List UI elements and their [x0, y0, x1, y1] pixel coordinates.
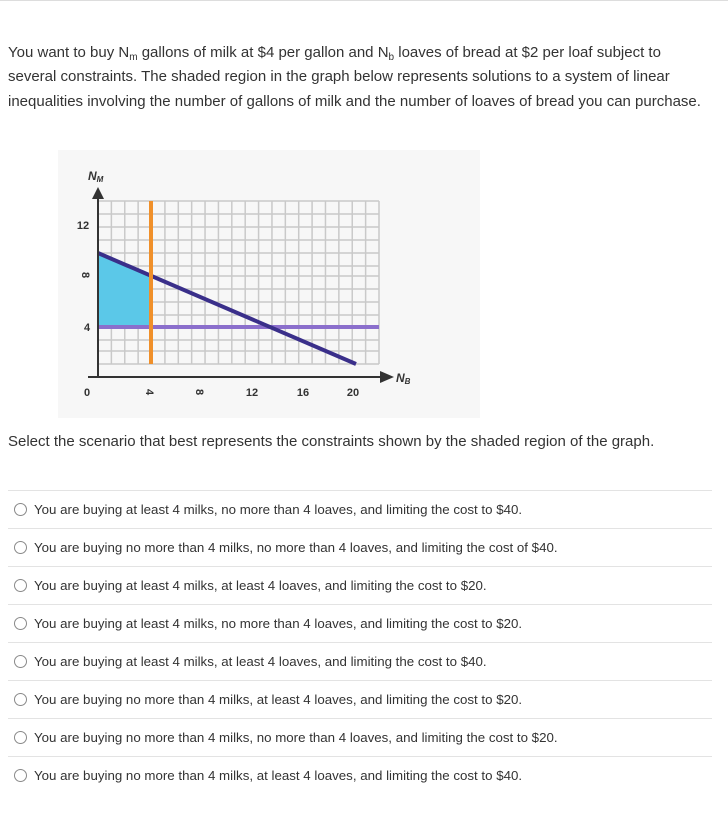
radio-button[interactable] [14, 503, 27, 516]
choice-6[interactable] [8, 680, 712, 718]
choice-label: You are buying no more than 4 milks, at least 4 loaves, and limiting the cost to $40. [34, 768, 523, 783]
x-tick-label: 8 [193, 388, 205, 396]
question-part-3: loaves of bread at $2 per loaf subject to several constraints. The shaded region in the graph below represents solutions to a system of linear inequalities involving the number of gallons of milk and the number of loaves of bread you can purchase. [8, 44, 701, 110]
x-tick-label: 16 [296, 387, 310, 399]
bread-subscript: b [388, 52, 395, 63]
y-tick-label: 8 [79, 271, 91, 279]
y-tick-label: 4 [83, 322, 91, 334]
radio-button[interactable] [14, 655, 27, 668]
choice-5[interactable] [8, 642, 712, 680]
choice-1[interactable] [8, 490, 712, 528]
choice-label: You are buying at least 4 milks, no more than 4 loaves, and limiting the cost to $40. [34, 502, 523, 517]
milk-subscript: m [129, 52, 138, 63]
question-part-1: You want to buy N [8, 44, 130, 61]
radio-button[interactable] [14, 693, 27, 706]
radio-button[interactable] [14, 769, 27, 782]
radio-button[interactable] [14, 579, 27, 592]
choice-label: You are buying at least 4 milks, at least 4 loaves, and limiting the cost to $20. [34, 578, 487, 593]
radio-button[interactable] [14, 731, 27, 744]
choice-label: You are buying no more than 4 milks, at least 4 loaves, and limiting the cost to $20. [34, 692, 523, 707]
radio-button[interactable] [14, 541, 27, 554]
choice-label: You are buying no more than 4 milks, no more than 4 loaves, and limiting the cost to $20. [34, 730, 558, 745]
choice-7[interactable] [8, 718, 712, 756]
prompt-text: Select the scenario that best represents the constraints shown by the shaded region of the graph. [8, 433, 655, 450]
choice-4[interactable] [8, 604, 712, 642]
answer-choices [8, 490, 712, 794]
graph-image [58, 150, 480, 418]
x-axis-arrow-icon [380, 371, 394, 383]
choice-2[interactable] [8, 528, 712, 566]
y-axis-arrow-icon [92, 187, 104, 199]
question-part-2: gallons of milk at $4 per gallon and N [137, 44, 389, 61]
x-tick-label: 12 [245, 387, 259, 399]
graph-svg [58, 150, 480, 418]
radio-button[interactable] [14, 617, 27, 630]
x-tick-label: 20 [346, 387, 360, 399]
choice-8[interactable] [8, 756, 712, 794]
choice-3[interactable] [8, 566, 712, 604]
question-text [8, 41, 708, 114]
y-axis-label: NM [88, 169, 104, 184]
y-tick-label: 0 [83, 387, 91, 399]
x-tick-label: 4 [143, 388, 155, 396]
x-axis-label: NB [396, 371, 411, 386]
top-divider [0, 0, 728, 1]
choice-label: You are buying at least 4 milks, at least 4 loaves, and limiting the cost to $40. [34, 654, 487, 669]
choice-label: You are buying no more than 4 milks, no more than 4 loaves, and limiting the cost of $40. [34, 540, 558, 555]
choice-label: You are buying at least 4 milks, no more than 4 loaves, and limiting the cost to $20. [34, 616, 523, 631]
y-tick-label: 12 [76, 220, 90, 232]
